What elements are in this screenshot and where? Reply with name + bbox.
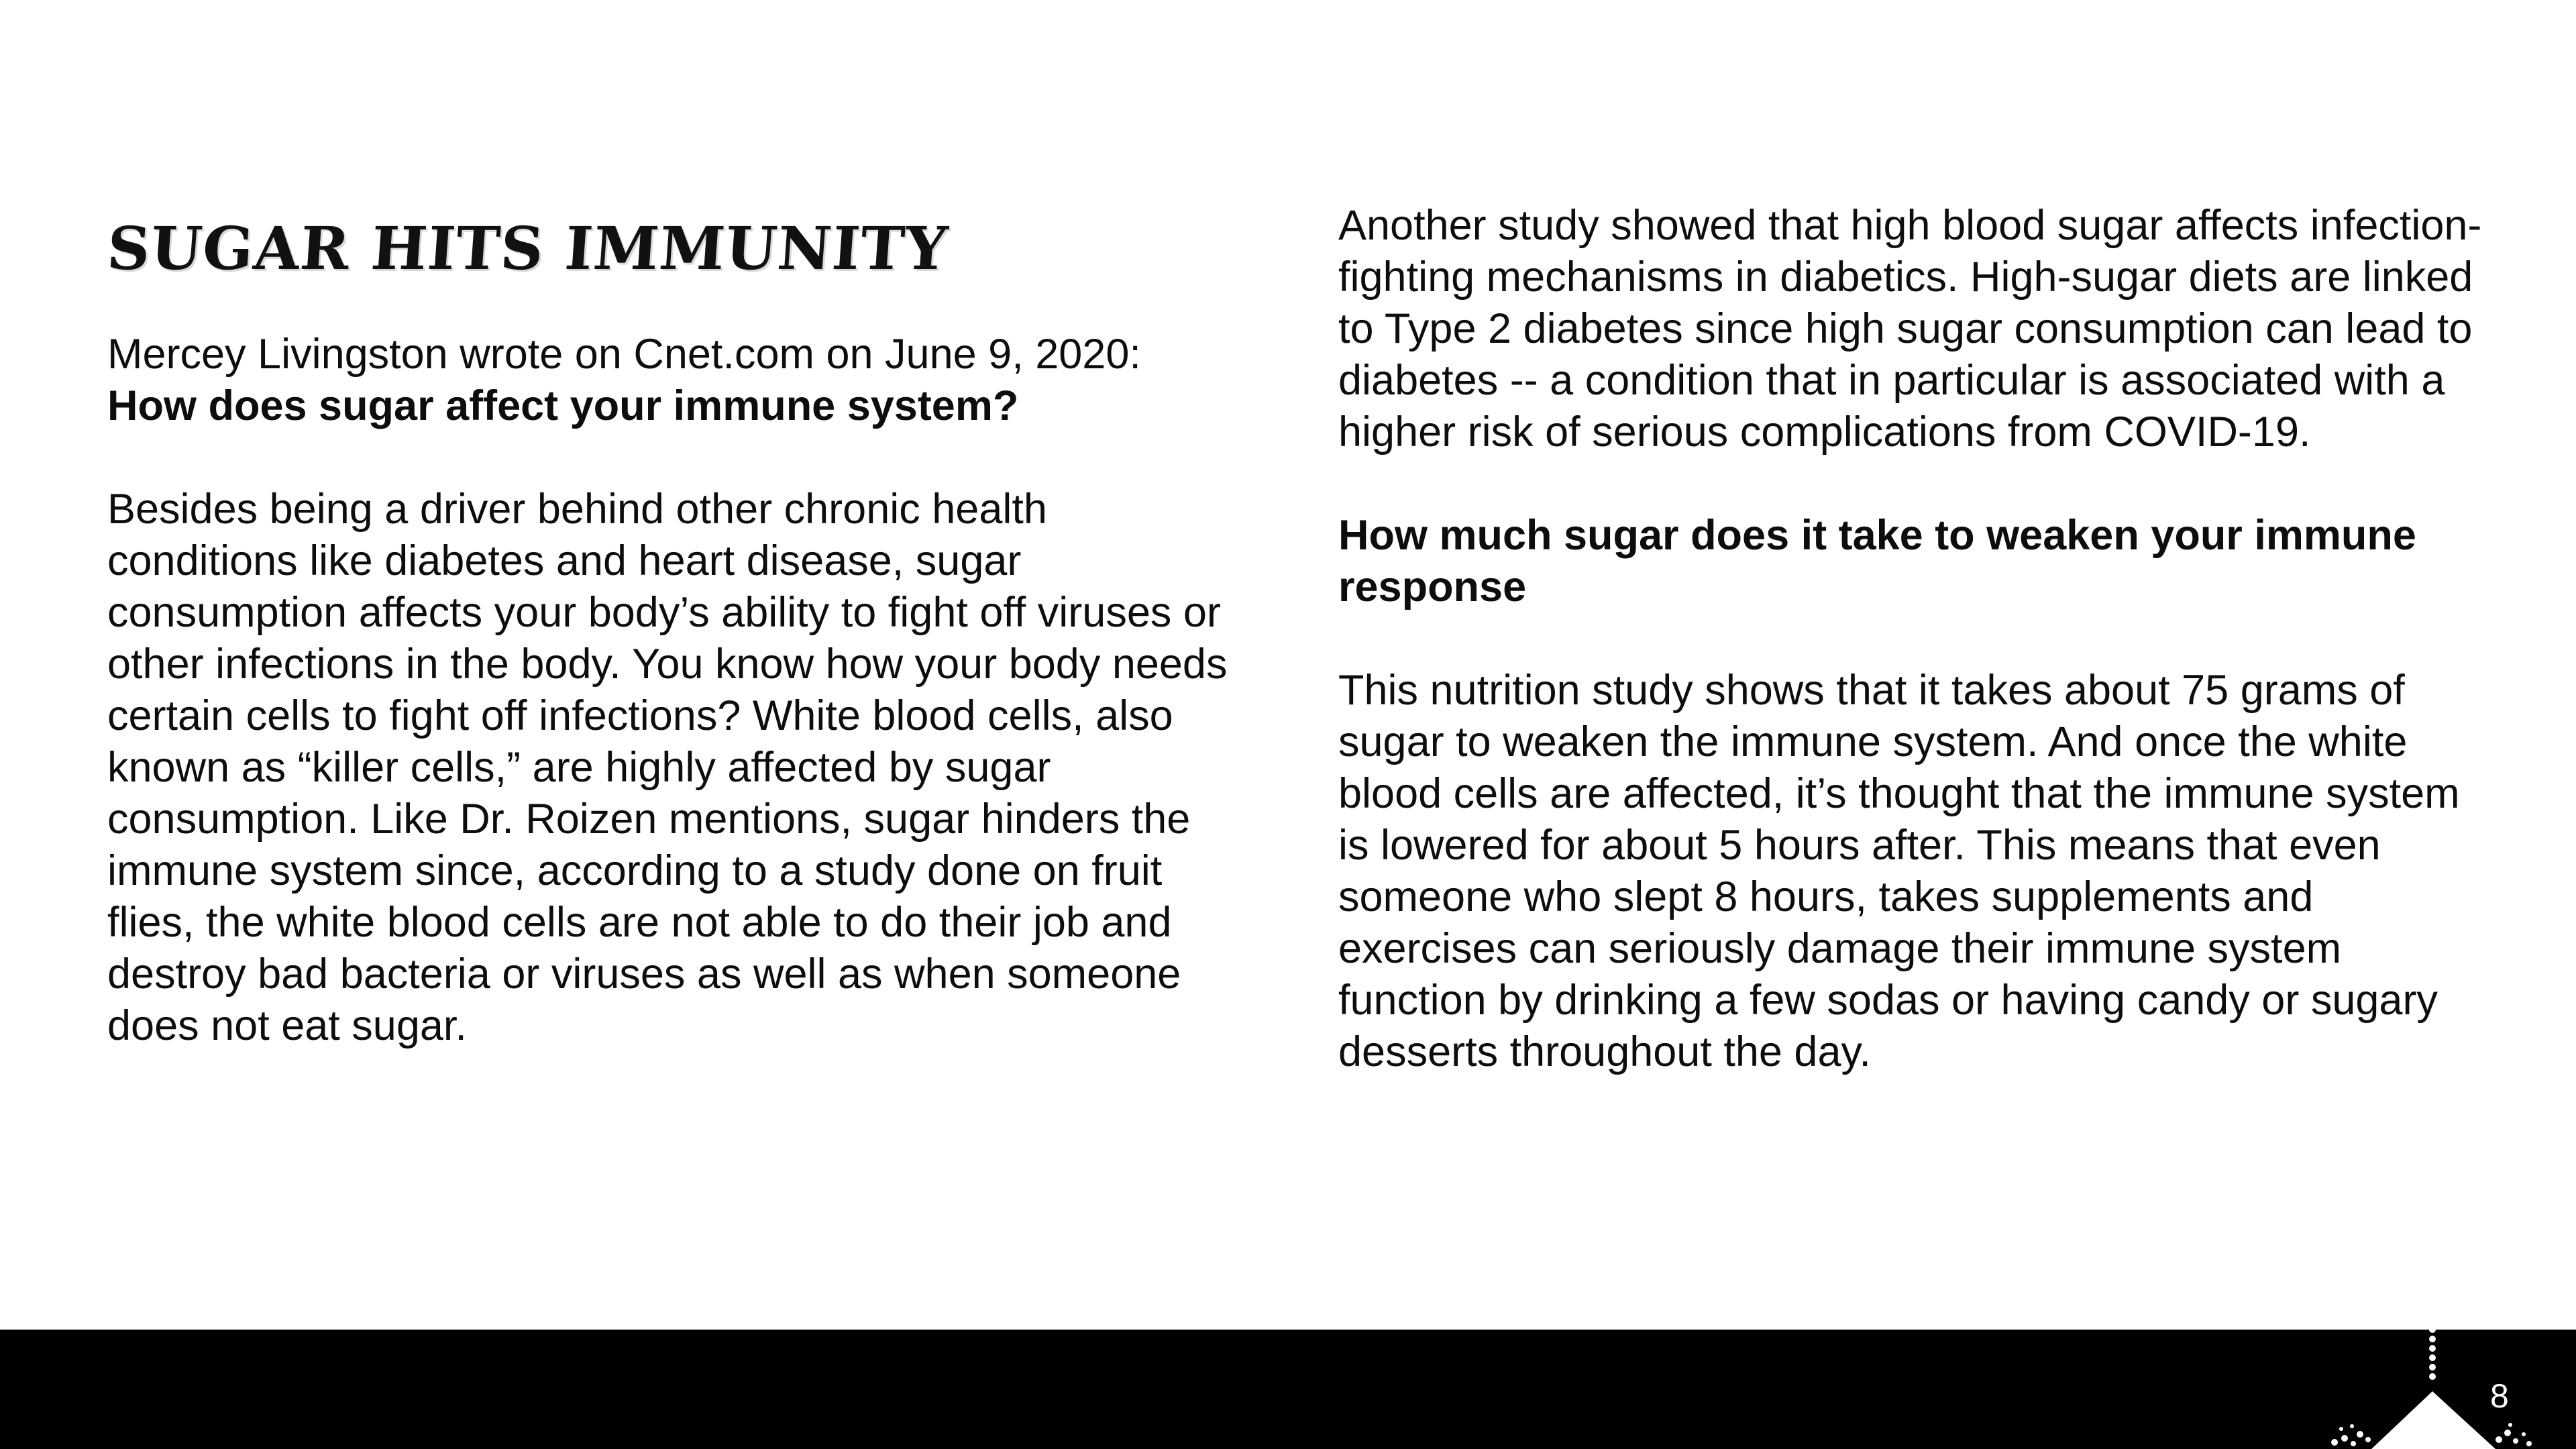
paragraph-spacer — [1338, 613, 2492, 665]
paragraph-spacer — [107, 432, 1248, 484]
right-paragraph-2: This nutrition study shows that it takes about 75 grams of sugar to weaken the immune system. And once the white blood cells are affected, it’s thought that the immune system is lowered for about 5 hours after. This means that even someone who slept 8 hours, takes supplements and exercises can seriously damage their immune system function by drinking a few sodas or having candy or sugary desserts throughout the day. — [1338, 667, 2460, 1075]
paragraph-spacer — [1338, 458, 2492, 510]
left-heading: How does sugar affect your immune system? — [107, 382, 1019, 429]
right-column — [1338, 200, 2492, 1078]
left-column — [107, 329, 1248, 1052]
slide-title: SUGAR HITS IMMUNITY — [105, 213, 951, 283]
left-body-text: Besides being a driver behind other chronic health conditions like diabetes and heart disease, sugar consumption affects your body’s ability to fight off viruses or other infections in the body. You know how your body needs certain cells to fight off infections? White blood cells, also known as “killer cells,” are highly affected by sugar consumption. Like Dr. Roizen mentions, sugar hinders the immune system since, according to a study done on fruit flies, the white blood cells are not able to do their job and destroy bad bacteria or viruses as well as when someone does not eat sugar. — [107, 486, 1228, 1049]
mountain-dots-decoration — [2234, 1322, 2576, 1449]
footer-bar — [0, 1330, 2576, 1449]
page-number: 8 — [2490, 1377, 2509, 1415]
right-paragraph-1: Another study showed that high blood sugar affects infection-fighting mechanisms in diabetics. High-sugar diets are linked to Type 2 diabetes since high sugar consumption can lead to diabetes -- a condition that in particular is associated with a higher risk of serious complications from COVID-19. — [1338, 202, 2482, 455]
intro-text: Mercey Livingston wrote on Cnet.com on June 9, 2020: — [107, 331, 1141, 378]
right-heading: How much sugar does it take to weaken your immune response — [1338, 512, 2416, 610]
